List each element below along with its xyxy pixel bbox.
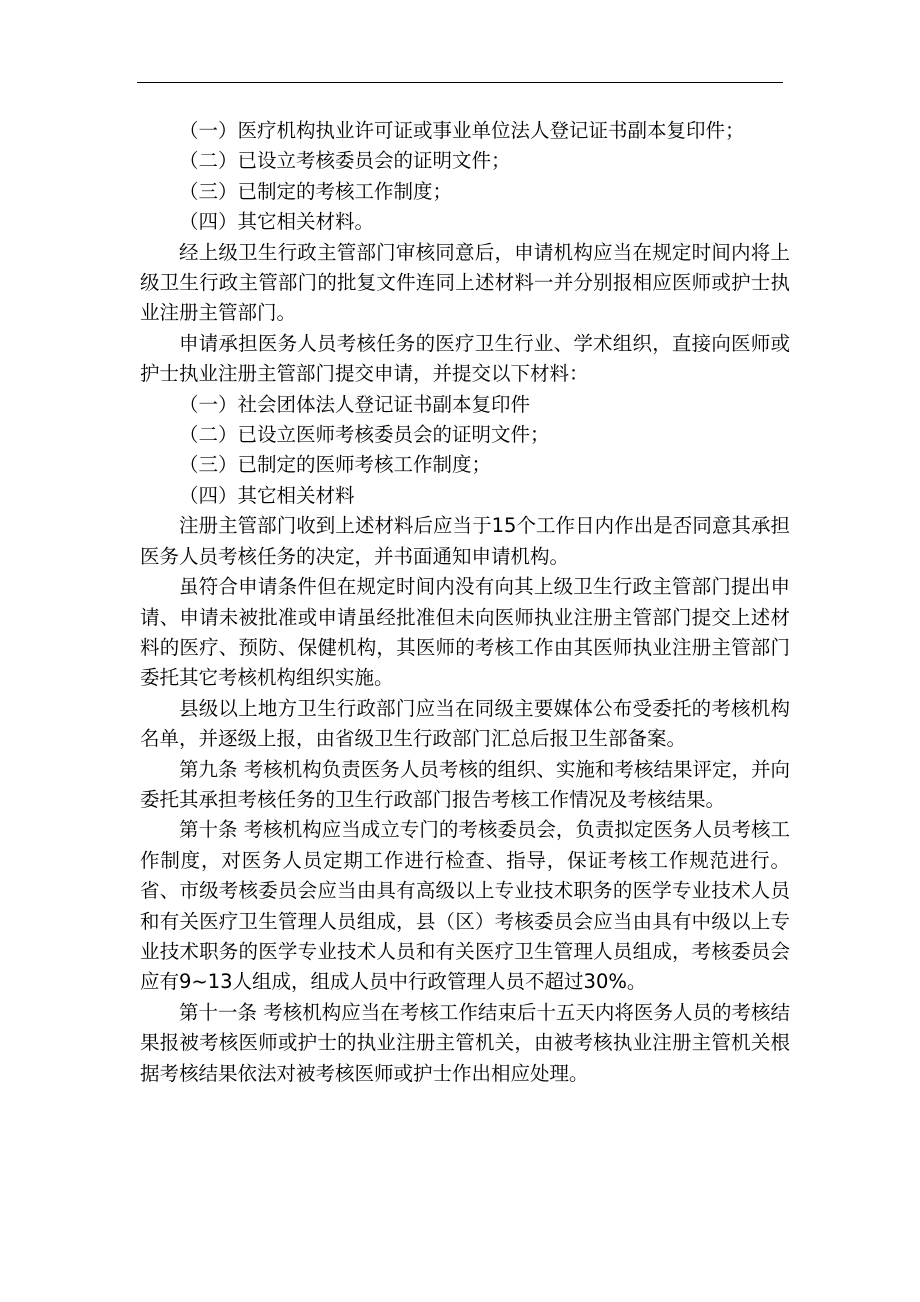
- paragraph: （四）其它相关材料: [179, 483, 355, 507]
- header-rule: [137, 82, 783, 83]
- paragraph: 经上级卫生行政主管部门审核同意后，申请机构应当在规定时间内将上级卫生行政主管部门的批复文件连同上述材料一并分别报相应医师或护士执业注册主管部门。: [140, 240, 790, 325]
- paragraph: （二）已设立医师考核委员会的证明文件；: [179, 423, 550, 447]
- paragraph: （二）已设立考核委员会的证明文件；: [179, 149, 511, 173]
- paragraph: 第十一条 考核机构应当在考核工作结束后十五天内将医务人员的考核结果报被考核医师或护士的执业注册主管机关，由被考核执业注册主管机关根据考核结果依法对被考核医师或护士作出相应处理。: [140, 1000, 790, 1085]
- paragraph: 县级以上地方卫生行政部门应当在同级主要媒体公布受委托的考核机构名单，并逐级上报，由省级卫生行政部门汇总后报卫生部备案。: [140, 696, 790, 751]
- paragraph: （一）社会团体法人登记证书副本复印件: [179, 392, 531, 416]
- paragraph: （三）已制定的医师考核工作制度；: [179, 453, 492, 477]
- paragraph: 第九条 考核机构负责医务人员考核的组织、实施和考核结果评定，并向委托其承担考核任务的卫生行政部门报告考核工作情况及考核结果。: [140, 757, 790, 811]
- paragraph: 虽符合申请条件但在规定时间内没有向其上级卫生行政主管部门提出申请、申请未被批准或申请虽经批准但未向医师执业注册主管部门提交上述材料的医疗、预防、保健机构，其医师的考核工作由其医师执业注册主管部门委托其它考核机构组织实施。: [140, 575, 790, 690]
- document-body: [140, 116, 790, 1089]
- paragraph: 申请承担医务人员考核任务的医疗卫生行业、学术组织，直接向医师或护士执业注册主管部门提交申请，并提交以下材料：: [140, 331, 790, 386]
- paragraph: 第十条 考核机构应当成立专门的考核委员会，负责拟定医务人员考核工作制度，对医务人员定期工作进行检查、指导，保证考核工作规范进行。省、市级考核委员会应当由具有高级以上专业技术职务的医学专业技术人员和有关医疗卫生管理人员组成，县（区）考核委员会应当由具有中级以上专业技术职务的医学专业技术人员和有关医疗卫生管理人员组成，考核委员会应有9~13人组成，组成人员中行政管理人员不超过30%。: [140, 818, 790, 994]
- paragraph: 注册主管部门收到上述材料后应当于15个工作日内作出是否同意其承担医务人员考核任务的决定，并书面通知申请机构。: [140, 514, 790, 568]
- paragraph: （四）其它相关材料。: [179, 210, 375, 234]
- paragraph: （一）医疗机构执业许可证或事业单位法人登记证书副本复印件；: [179, 119, 745, 142]
- paragraph: （三）已制定的考核工作制度；: [179, 179, 453, 203]
